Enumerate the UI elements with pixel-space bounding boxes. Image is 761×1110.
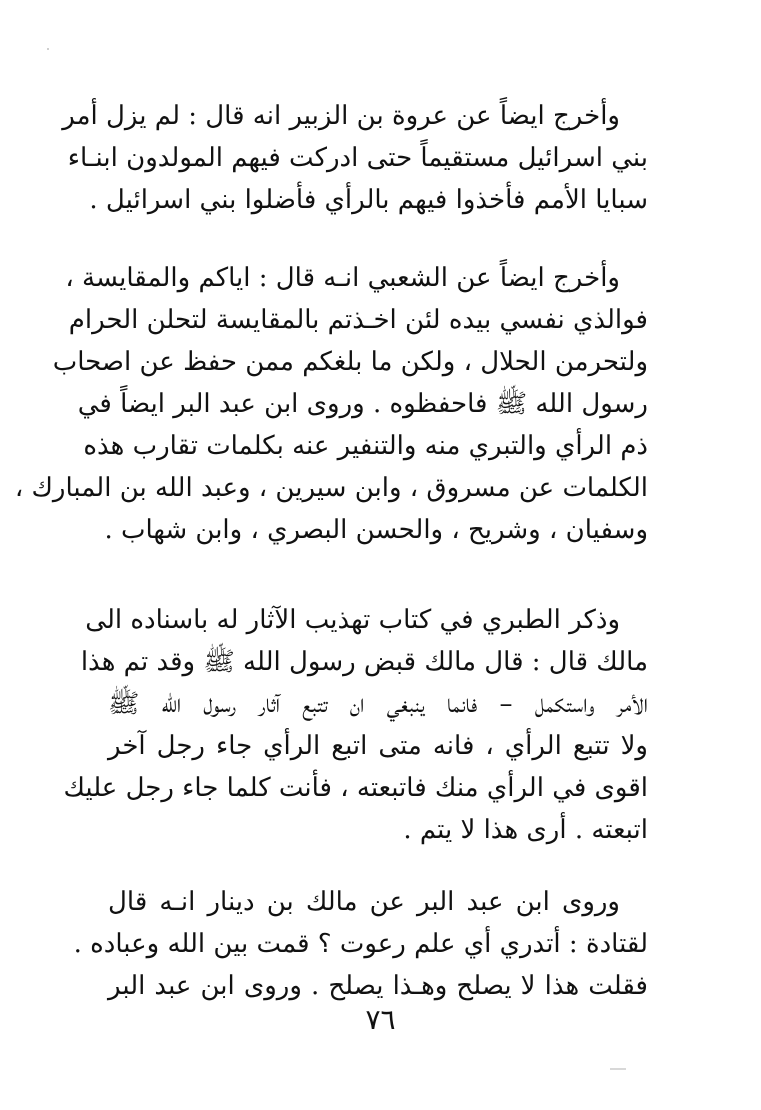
text-line: بني اسرائيل مستقيماً حتى ادركت فيهم المولدون ابنـاء <box>67 143 648 173</box>
text-line: اتبعته . أرى هذا لا يتم . <box>403 815 648 845</box>
paragraph-spacer <box>108 221 648 257</box>
text-line: وذكر الطبري في كتاب تهذيب الآثار له باسناده الى <box>85 605 620 635</box>
page-text-block <box>14 95 648 1007</box>
text-line: سبايا الأمم فأخذوا فيهم بالرأي فأضلوا بني اسرائيل . <box>89 185 648 215</box>
text-line: وروى ابن عبد البر عن مالك بن دينار انـه قال <box>108 887 620 917</box>
text-line: اقوى في الرأي منك فاتبعته ، فأنت كلما جاء رجل عليك <box>63 773 648 803</box>
paragraph-1 <box>62 95 648 221</box>
scan-speck <box>47 48 49 50</box>
paragraph-spacer <box>108 551 648 599</box>
text-line: الأمر واستكمل – فانما ينبغي ان تتبع آثار رسول الله ﷺ <box>108 689 648 719</box>
text-line: مالك قال : قال مالك قبض رسول الله ﷺ وقد تم هذا <box>80 647 648 677</box>
text-line: ولتحرمن الحلال ، ولكن ما بلغكم ممن حفظ عن اصحاب <box>52 347 648 377</box>
page-number: ٧٦ <box>365 1003 396 1036</box>
text-line: ولا تتبع الرأي ، فانه متى اتبع الرأي جاء رجل آخر <box>108 731 648 761</box>
text-line: الكلمات عن مسروق ، وابن سيرين ، وعبد الله بن المبارك ، <box>14 473 648 503</box>
paragraph-3 <box>63 599 648 851</box>
text-line: وأخرج ايضاً عن الشعبي انـه قال : اياكم والمقايسة ، <box>65 263 620 293</box>
text-line: ذم الرأي والتبري منه والتنفير عنه بكلمات تقارب هذه <box>83 431 648 461</box>
text-line: رسول الله ﷺ فاحفظوه . وروى ابن عبد البر ايضاً في <box>77 389 648 419</box>
text-line: فقلت هذا لا يصلح وهـذا يصلح . وروى ابن عبد البر <box>108 971 648 1001</box>
paragraph-spacer <box>108 851 648 881</box>
text-line: وسفيان ، وشريح ، والحسن البصري ، وابن شهاب . <box>104 515 648 545</box>
paragraph-2 <box>14 257 648 551</box>
text-line: لقتادة : أتدري أي علم رعوت ؟ قمت بين الله وعباده . <box>73 929 648 959</box>
scan-mark <box>610 1068 626 1070</box>
paragraph-4 <box>73 881 648 1007</box>
text-line: فوالذي نفسي بيده لئن اخـذتم بالمقايسة لتحلن الحرام <box>68 305 648 335</box>
text-line: وأخرج ايضاً عن عروة بن الزبير انه قال : لم يزل أمر <box>62 101 620 131</box>
